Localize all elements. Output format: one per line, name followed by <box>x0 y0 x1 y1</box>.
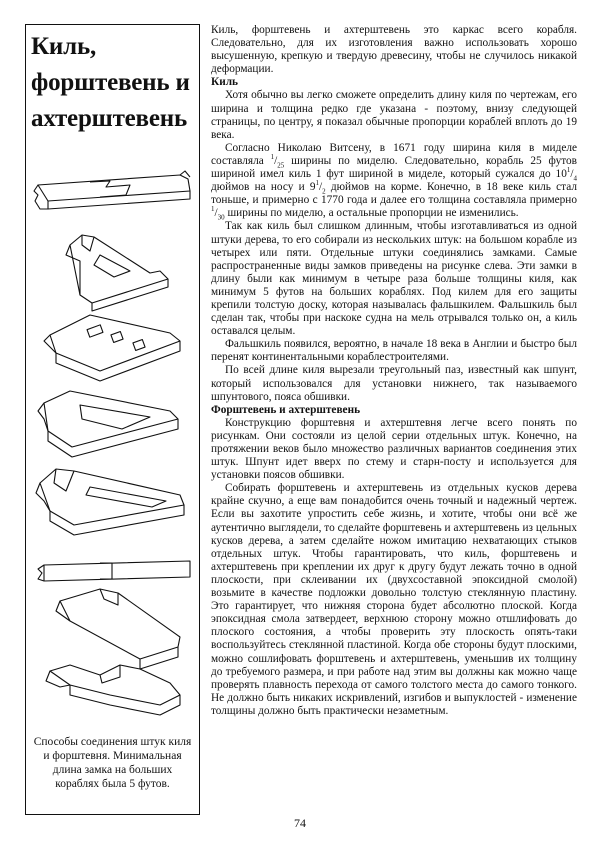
figure-caption: Способы соединения штук киля и форштевня. Минимальная длина замка на больших кораблях была 5 футов. <box>33 736 192 790</box>
keel-joint-illustrations <box>30 165 196 725</box>
scarf-joint-drawing-2 <box>66 235 168 311</box>
title-line: форштевень и <box>31 69 190 96</box>
plank-joint-drawing <box>38 561 190 581</box>
paragraph: Хотя обычно вы легко сможете определить длину киля по чертежам, его ширина и толщина редко где указана - поэтому, внизу следующей страницы, по центру, я показал обычные пропорции кораблей вплоть до 19 века. <box>211 89 577 141</box>
paragraph: Собирать форштевень и ахтерштевень из отдельных кусков дерева крайне скучно, а еще вам понадобится очень точный и надежный чертеж. Если вы захотите упростить себе жизнь, и хотите, чтобы они всё же аутентично выглядели, то сделайте форштевень и ахтерштевень из цельных кусков дерева, а затем сделайте ножом имитацию нехватающих стыков отдельных штук. Чтобы гарантировать, что киль, форштевень и ахтерштевень при креплении их друг к другу будут лежать точно в одной плоскости, при склеивании их (двухсоставной эпоксидной смолой) возьмите в качестве подложки довольно толстую стеклянную пластину. Это гарантирует, что нижняя сторона будет абсолютно плоской. Когда эпоксидная смола затвердеет, верхнюю сторону можно отшлифовать до плоского состояния, а чтобы проверить эту плоскость опять-таки воспользуйтесь стеклянной пластиной. Когда обе стороны будут плоскими, можно сошлифовать форштевень и ахтерштевень, уменьшив их толщину до требуемого размера, и при работе над этим вы должны как можно чаще проверять плавность перехода от самого толстого места до самого тонкого. Не должно быть никаких искривлений, изгибов и выпуклостей - изменение толщины должно быть практически незаметным. <box>211 482 577 717</box>
sidebar-box <box>25 24 200 815</box>
main-text <box>211 24 577 718</box>
chapter-title <box>31 29 199 137</box>
scarf-joint-drawing-1 <box>34 171 190 209</box>
paragraph-fractions: Согласно Николаю Витсену, в 1671 году ширина киля в миделе составляла $^1/_{25}$ ширины по миделю. Следовательно, корабль 25 футов шириной имел киль 1 фут шириной в миделе, который сужался до $10^1/_4$ дюймов на носу и $9^1/_2$ дюймов на корме. Конечно, в 18 веке киль стал тоньше, и примерно с 1770 года и далее его толщина составляла примерно $^1/_{30}$ ширины по миделю, а остальные пропорции не изменились. <box>211 141 578 222</box>
scarf-joint-drawing-3 <box>44 315 180 381</box>
intro-paragraph: Киль, форштевень и ахтерштевень это каркас всего корабля. Следовательно, для их изготовления важно использовать хорошо высушенную, крепкую и твердую древесину, чтобы не случилось никакой деформации. <box>211 24 577 76</box>
scarf-joint-drawing-5 <box>36 469 184 535</box>
keel-heading: Киль <box>211 76 239 89</box>
title-line: ахтерштевень <box>31 105 187 132</box>
paragraph: Так как киль был слишком длинным, чтобы изготавливаться из одной штуки дерева, то его собирали из нескольких штук: на большом корабле из четырех или пяти. Отдельные штуки соединялись замками. Самые распространенные виды замков приведены на рисунке слева. Эти замки в длину были как минимум в четыре раза больше толщины киля, как минимум 5 футов на больших кораблях. Под килем для его защиты крепили толстую доску, которая называлась фальшкилем. Фальшкиль был сделан так, чтобы при наскоке судна на мель отрывался только он, а киль оставался целым. <box>211 220 577 338</box>
stem-heading: Форштевень и ахтерштевень <box>211 403 361 416</box>
paragraph: Конструкцию форштевня и ахтерштевня легче всего понять по рисункам. Они состояли из целой серии отдельных штук. Конечно, на протяжении веков было множество различных вариантов соединения этих штук. Шпунт идет вверх по стему и старн-посту и используется для установки поясов обшивки. <box>211 416 577 482</box>
paragraph: По всей длине киля вырезали треугольный паз, известный как шпунт, который использовался для установки нижнего, так называемого шпунтового, пояса обшивки. <box>211 364 577 403</box>
title-line: Киль, <box>31 33 97 60</box>
scarf-joint-drawing-4 <box>38 391 178 457</box>
keel-stem-joint-drawing <box>46 665 180 715</box>
paragraph: Фальшкиль появился, вероятно, в начале 18 века в Англии и быстро был перенят континентальными кораблестроителями. <box>211 338 577 364</box>
stem-joint-drawing <box>56 589 180 669</box>
page-number: 74 <box>294 816 306 830</box>
